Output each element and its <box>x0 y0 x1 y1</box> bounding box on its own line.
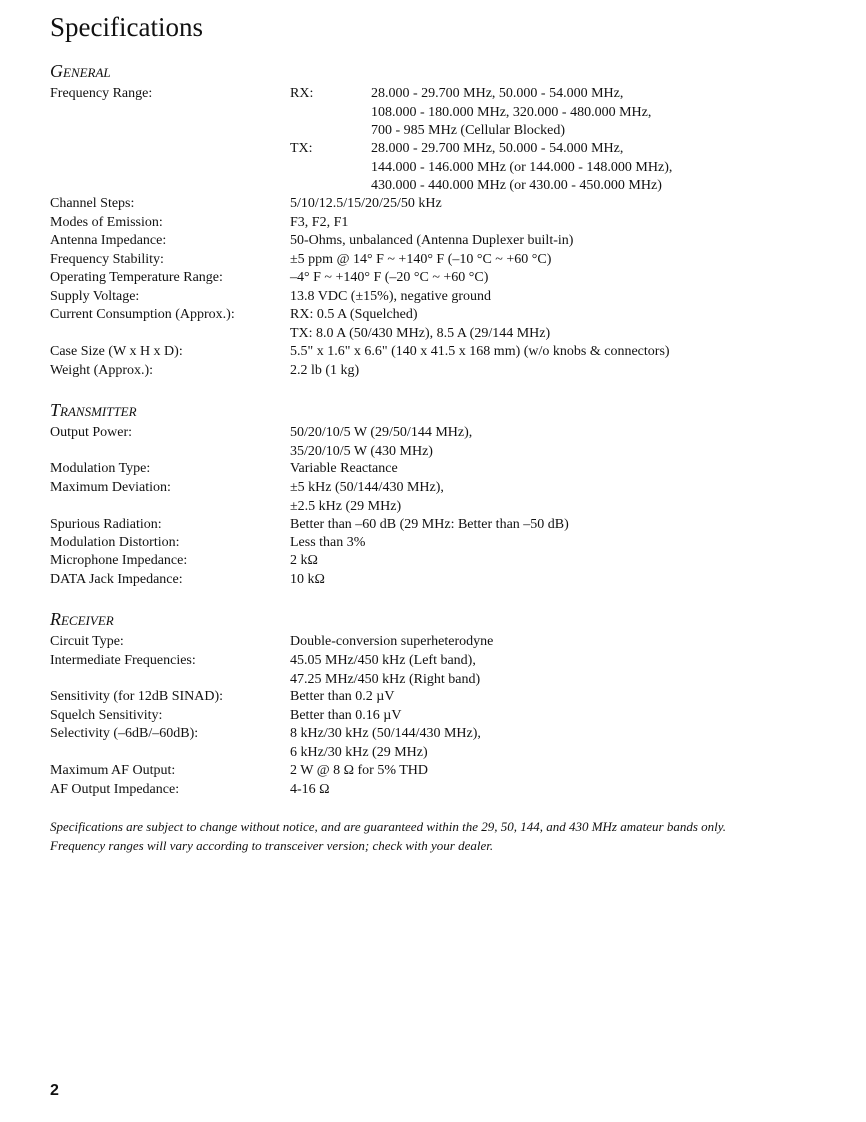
footnote-line: Frequency ranges will vary according to transceiver version; check with your dealer. <box>50 838 494 853</box>
spec-label: Sensitivity (for 12dB SINAD): <box>50 689 224 704</box>
section-heading-general: General <box>50 61 111 81</box>
spec-value <box>290 424 472 461</box>
spec-value-line: F3, F2, F1 <box>290 214 349 230</box>
spec-value-line: Variable Reactance <box>290 461 398 476</box>
tx-label: TX: <box>290 141 313 156</box>
spec-value-line: 10 kΩ <box>290 572 325 587</box>
spec-value-line: 50/20/10/5 W (29/50/144 MHz), <box>290 425 473 440</box>
rx-frequency-values <box>371 85 651 141</box>
spec-value-line: –4° F ~ +140° F (–20 °C ~ +60 °C) <box>290 270 489 285</box>
rx-line: 28.000 - 29.700 MHz, 50.000 - 54.000 MHz, <box>371 86 624 101</box>
page-number: 2 <box>50 1082 59 1099</box>
tx-line: 144.000 - 146.000 MHz (or 144.000 - 148.000 MHz), <box>371 159 673 175</box>
spec-value <box>290 534 365 553</box>
tx-line: 28.000 - 29.700 MHz, 50.000 - 54.000 MHz, <box>371 141 624 156</box>
spec-value-line: Better than 0.16 µV <box>290 708 402 723</box>
spec-value-line: TX: 8.0 A (50/430 MHz), 8.5 A (29/144 MHz) <box>290 325 551 341</box>
spec-label: Output Power: <box>50 425 133 440</box>
spec-value-line: 5.5" x 1.6" x 6.6" (140 x 41.5 x 168 mm) (w/o knobs & connectors) <box>290 344 670 359</box>
spec-value <box>290 552 318 571</box>
spec-label: Spurious Radiation: <box>50 517 162 532</box>
spec-label: Microphone Impedance: <box>50 553 188 568</box>
section-heading-transmitter: Transmitter <box>50 400 137 420</box>
spec-value-line: ±2.5 kHz (29 MHz) <box>290 498 402 514</box>
spec-label: Modulation Type: <box>50 461 151 476</box>
spec-value <box>290 214 348 233</box>
footnote <box>50 817 820 855</box>
spec-value <box>290 707 402 726</box>
spec-label: Intermediate Frequencies: <box>50 653 196 668</box>
spec-label: Maximum AF Output: <box>50 763 176 778</box>
spec-value <box>290 571 325 590</box>
spec-label: Modulation Distortion: <box>50 535 180 550</box>
spec-value <box>290 251 551 270</box>
spec-value <box>290 781 330 800</box>
spec-label: Channel Steps: <box>50 196 135 211</box>
spec-label: Operating Temperature Range: <box>50 270 223 285</box>
rx-label: RX: <box>290 86 314 101</box>
spec-value <box>290 343 670 362</box>
spec-value-line: Better than –60 dB (29 MHz: Better than –50 dB) <box>290 517 569 532</box>
spec-value <box>290 269 488 288</box>
spec-label: Frequency Range: <box>50 86 153 101</box>
spec-value <box>290 725 481 762</box>
spec-value <box>290 195 442 214</box>
spec-value-line: ±5 kHz (50/144/430 MHz), <box>290 480 444 495</box>
spec-value <box>290 652 480 689</box>
spec-value-line: 47.25 MHz/450 kHz (Right band) <box>290 671 481 687</box>
spec-label: Weight (Approx.): <box>50 362 154 378</box>
spec-label: Selectivity (–6dB/–60dB): <box>50 726 199 741</box>
spec-value-line: 45.05 MHz/450 kHz (Left band), <box>290 653 476 668</box>
spec-value-line: Less than 3% <box>290 535 366 550</box>
spec-label: Maximum Deviation: <box>50 480 171 495</box>
spec-label: DATA Jack Impedance: <box>50 572 183 587</box>
spec-value <box>290 362 359 381</box>
spec-label: Antenna Impedance: <box>50 233 167 248</box>
spec-label: Case Size (W x H x D): <box>50 344 183 359</box>
spec-value <box>290 460 398 479</box>
spec-value <box>290 633 493 652</box>
spec-value-line: 6 kHz/30 kHz (29 MHz) <box>290 744 428 760</box>
spec-value-line: 8 kHz/30 kHz (50/144/430 MHz), <box>290 726 481 741</box>
spec-label: AF Output Impedance: <box>50 782 180 797</box>
rx-line: 108.000 - 180.000 MHz, 320.000 - 480.000 MHz, <box>371 104 652 120</box>
spec-value-line: 2 W @ 8 Ω for 5% THD <box>290 763 429 778</box>
spec-value <box>290 479 444 516</box>
spec-label: Current Consumption (Approx.): <box>50 307 235 322</box>
spec-label: Supply Voltage: <box>50 288 140 304</box>
spec-value-line: 2 kΩ <box>290 553 318 568</box>
section-heading-receiver: Receiver <box>50 609 114 629</box>
spec-value-line: Better than 0.2 µV <box>290 689 395 704</box>
page-title: Specifications <box>50 12 203 42</box>
spec-value-line: 5/10/12.5/15/20/25/50 kHz <box>290 196 442 211</box>
spec-value <box>290 688 395 707</box>
tx-line: 430.000 - 440.000 MHz (or 430.00 - 450.000 MHz) <box>371 178 662 193</box>
spec-value-line: 13.8 VDC (±15%), negative ground <box>290 288 492 304</box>
tx-frequency-values <box>371 140 672 196</box>
spec-value-line: RX: 0.5 A (Squelched) <box>290 307 418 322</box>
spec-label: Frequency Stability: <box>50 251 164 267</box>
spec-value-line: 35/20/10/5 W (430 MHz) <box>290 443 433 459</box>
spec-value-line: Double-conversion superheterodyne <box>290 634 494 649</box>
spec-value-line: ±5 ppm @ 14° F ~ +140° F (–10 °C ~ +60 °C) <box>290 251 552 267</box>
rx-line: 700 - 985 MHz (Cellular Blocked) <box>371 123 566 138</box>
spec-value-line: 4-16 Ω <box>290 782 330 797</box>
spec-label: Squelch Sensitivity: <box>50 708 163 723</box>
footnote-line: Specifications are subject to change without notice, and are guaranteed within the 29, 50, 144, and 430 MHz amateur bands only. <box>50 819 727 834</box>
spec-value <box>290 516 569 535</box>
spec-value <box>290 762 428 781</box>
spec-label: Circuit Type: <box>50 634 124 649</box>
spec-value-line: 50-Ohms, unbalanced (Antenna Duplexer built-in) <box>290 233 574 248</box>
spec-value <box>290 232 573 251</box>
spec-value-line: 2.2 lb (1 kg) <box>290 362 360 378</box>
spec-label: Modes of Emission: <box>50 214 163 230</box>
spec-value <box>290 288 491 307</box>
spec-value <box>290 306 550 343</box>
